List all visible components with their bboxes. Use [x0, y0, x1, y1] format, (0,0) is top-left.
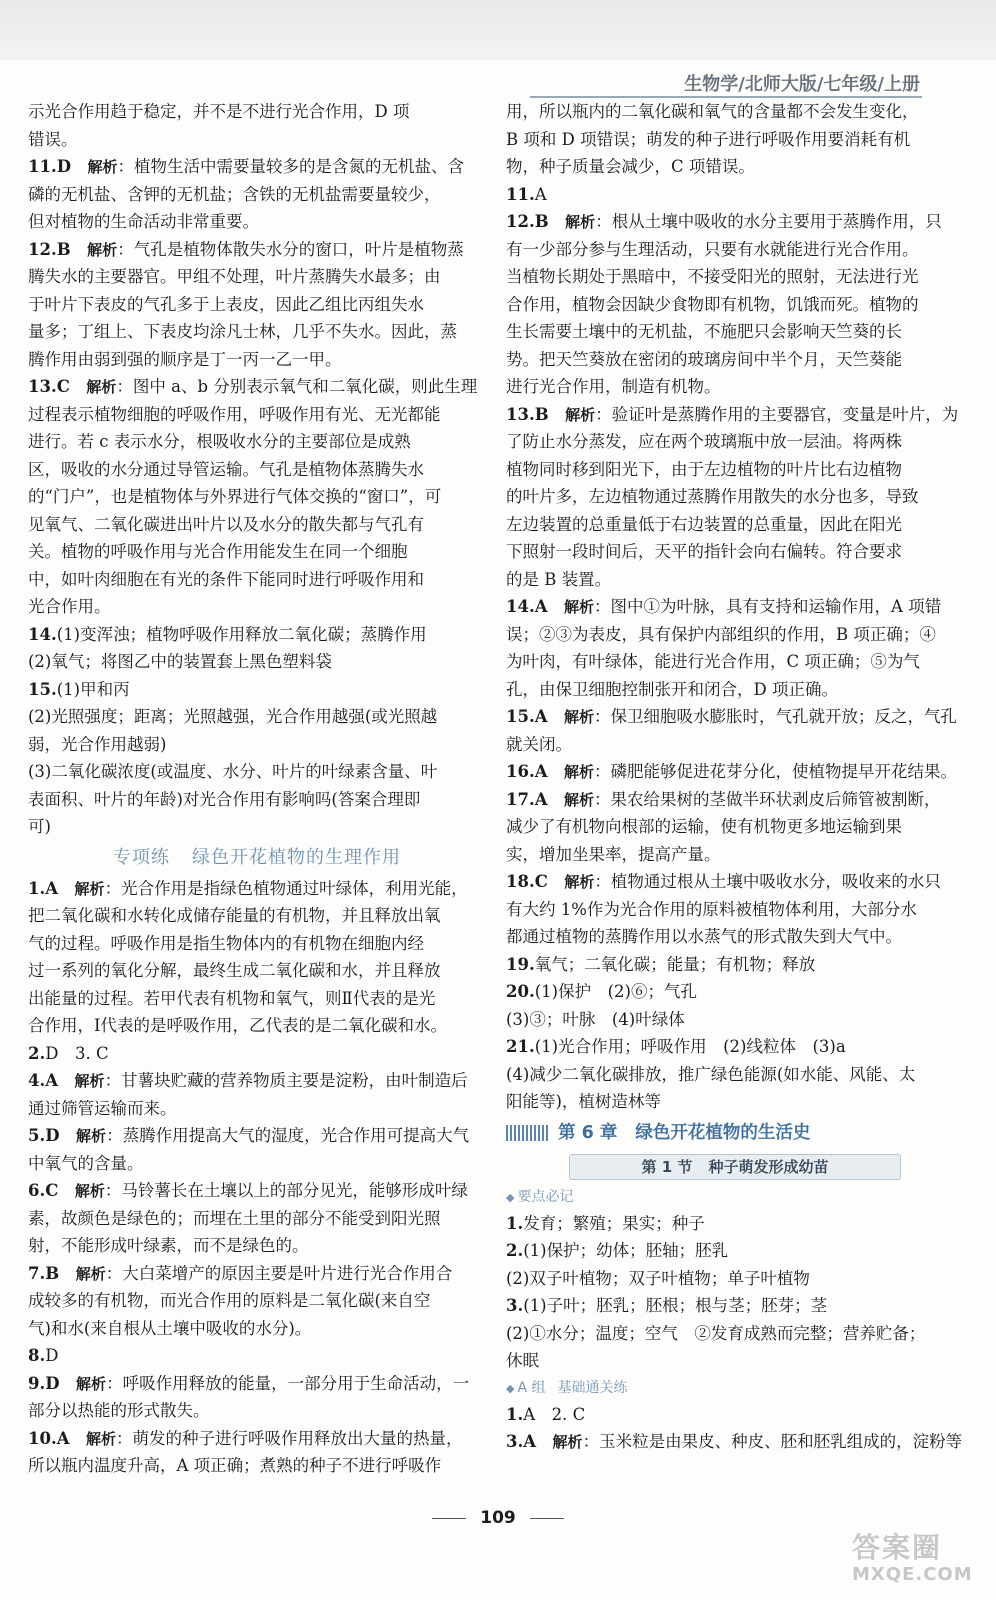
- line-text: (2)①水分；温度；空气 ②发育成熟而完整；营养贮备；: [506, 1323, 926, 1343]
- question-number: 9.: [28, 1373, 46, 1393]
- running-header: 生物学/北师大版/七年级/上册: [684, 74, 920, 95]
- line-text: (1)子叶；胚乳；胚根；根与茎；胚芽；茎: [523, 1296, 828, 1315]
- line-text: 中，如叶肉细胞在有光的条件下能同时进行呼吸作用和: [28, 569, 424, 589]
- text-line: [506, 1088, 964, 1116]
- answer-line: [506, 1401, 964, 1429]
- text-line: [506, 511, 964, 539]
- line-text: 光合作用。: [28, 597, 111, 616]
- top-shadow-band: [0, 0, 996, 60]
- answer-letter: A: [56, 1428, 87, 1448]
- line-text: (1)保护；幼体；胚轴；胚乳: [523, 1241, 729, 1260]
- question-number: 8.: [28, 1346, 46, 1365]
- analysis-label: 解析: [86, 1429, 117, 1448]
- line-text: 阳能等)，植树造林等: [506, 1092, 661, 1111]
- line-text: 腾失水的主要器官。甲组不处理，叶片蒸腾失水最多；由: [28, 267, 441, 286]
- line-text: 表面积、叶片的年龄)对光合作用有影响吗(答案合理即: [28, 789, 421, 809]
- line-text: 过一系列的氧化分解，最终生成二氧化碳和水，并且释放: [28, 961, 441, 980]
- answer-line: [506, 401, 964, 429]
- answer-line: [28, 1370, 486, 1398]
- line-text: ：保卫细胞吸水膨胀时，气孔就开放；反之，气孔: [594, 707, 958, 726]
- line-text: (2)氧气；将图乙中的装置套上黑色塑料袋: [28, 652, 332, 671]
- text-line: [506, 153, 964, 181]
- text-line: [28, 98, 486, 126]
- line-text: ：气孔是植物体散失水分的窗口，叶片是植物蒸: [117, 239, 464, 259]
- line-text: ：光合作用是指绿色植物通过叶绿体，利用光能，: [104, 878, 468, 898]
- line-text: 部分以热能的形式散失。: [28, 1401, 210, 1420]
- subsection-heading: [506, 1375, 964, 1401]
- answer-letter: A: [523, 1432, 553, 1451]
- question-number: 11.: [506, 184, 535, 204]
- answer-line: [28, 1260, 486, 1288]
- line-text: 关。植物的呼吸作用与光合作用能发生在同一个细胞: [28, 542, 408, 561]
- question-number: 7.: [28, 1263, 46, 1283]
- answer-line: [506, 758, 964, 786]
- answer-line: [506, 181, 964, 209]
- line-text: 植物同时移到阳光下，由于左边植物的叶片比右边植物: [506, 459, 902, 479]
- line-text: 气)和水(来自根从土壤中吸收的水分)。: [28, 1318, 312, 1338]
- text-line: [506, 483, 964, 511]
- text-line: [28, 786, 486, 814]
- line-text: 中氧气的含量。: [28, 1153, 144, 1173]
- line-text: (2)光照强度；距离；光照越强，光合作用越强(或光照越: [28, 707, 438, 726]
- text-line: [28, 483, 486, 511]
- line-text: 射，不能形成叶绿素，而不是绿色的。: [28, 1236, 309, 1255]
- analysis-label: 解析: [74, 1182, 105, 1200]
- line-text: ：图中 a、b 分别表示氧气和二氧化碳，则此生理: [116, 377, 478, 396]
- text-line: [506, 1347, 964, 1375]
- subsection-label: A 组: [517, 1379, 546, 1396]
- question-number: 15.: [506, 707, 535, 726]
- line-text: 氧气；二氧化碳；能量；有机物；释放: [534, 954, 816, 974]
- line-text: ：玉米粒是由果皮、种皮、胚和胚乳组成的，淀粉等: [582, 1432, 963, 1451]
- question-number: 1.: [28, 878, 46, 898]
- line-text: ：植物通过根从土壤中吸收水分，吸收来的水只: [594, 872, 941, 891]
- answer-letter: C: [534, 872, 565, 891]
- line-text: ：蒸腾作用提高大气的湿度，光合作用可提高大气: [106, 1126, 470, 1145]
- answer-line: [28, 1425, 486, 1453]
- text-line: [28, 1452, 486, 1480]
- answer-line: [506, 593, 964, 621]
- watermark: [852, 1526, 988, 1596]
- line-text: B 项和 D 项错误；萌发的种子进行呼吸作用要消耗有机: [506, 129, 911, 149]
- text-line: [506, 538, 964, 566]
- line-text: 都通过植物的蒸腾作用以水蒸气的形式散失到大气中。: [506, 927, 902, 946]
- section-title: 绿色开花植物的生理作用: [192, 846, 401, 868]
- line-text: D: [45, 1346, 59, 1365]
- answer-letter: B: [45, 1263, 76, 1283]
- text-line: [506, 456, 964, 484]
- analysis-label: 解析: [564, 790, 595, 809]
- line-text: A 2. C: [523, 1404, 586, 1424]
- text-line: [28, 1150, 486, 1178]
- question-number: 2.: [506, 1241, 524, 1260]
- analysis-label: 解析: [564, 873, 595, 891]
- answer-letter: B: [56, 239, 88, 259]
- text-line: [28, 291, 486, 319]
- text-line: [506, 1320, 964, 1348]
- line-text: 误；②③为表皮，具有保护内部组织的作用，B 项正确；④: [506, 624, 936, 644]
- answer-line: [28, 875, 486, 903]
- line-text: 腾作用由弱到强的顺序是丁一丙一乙一甲。: [28, 349, 342, 369]
- line-text: ：果农给果树的茎做半环状剥皮后筛管被割断，: [594, 789, 941, 809]
- diamond-icon: ◆: [506, 1381, 515, 1395]
- text-line: [28, 758, 486, 786]
- answer-letter: B: [534, 212, 566, 231]
- text-line: [28, 346, 486, 374]
- line-text: 把二氧化碳和水转化成储存能量的有机物，并且释放出氧: [28, 906, 441, 925]
- analysis-label: 解析: [564, 708, 595, 726]
- line-text: 用，所以瓶内的二氧化碳和氧气的含量都不会发生变化，: [506, 102, 919, 121]
- line-text: 示光合作用趋于稳定，并不是不进行光合作用，D 项: [28, 102, 410, 121]
- text-line: [28, 1287, 486, 1315]
- line-text: ：大白菜增产的原因主要是叶片进行光合作用合: [105, 1263, 453, 1283]
- text-line: [506, 1265, 964, 1293]
- text-line: [28, 263, 486, 291]
- text-line: [28, 648, 486, 676]
- question-number: 2.: [28, 1043, 46, 1063]
- question-number: 10.: [28, 1428, 57, 1448]
- answer-line: [506, 1033, 964, 1061]
- analysis-label: 解析: [565, 405, 596, 424]
- question-number: 14.: [506, 597, 535, 616]
- line-text: 有大约 1%作为光合作用的原料被植物体利用，大部分水: [506, 899, 917, 919]
- answer-letter: C: [45, 1181, 75, 1200]
- page-number-text: 109: [480, 1508, 516, 1528]
- subsection-label: 要点必记: [517, 1188, 574, 1205]
- text-line: [28, 731, 486, 759]
- line-text: ：根从土壤中吸收的水分主要用于蒸腾作用，只: [595, 212, 942, 231]
- line-text: 素，故颜色是绿色的；而埋在土里的部分不能受到阳光照: [28, 1208, 441, 1228]
- question-number: 1.: [506, 1213, 524, 1233]
- line-text: (4)减少二氧化碳排放，推广绿色能源(如水能、风能、太: [506, 1064, 916, 1084]
- text-line: [506, 236, 964, 264]
- line-text: (1)光合作用；呼吸作用 (2)线粒体 (3)a: [534, 1037, 846, 1056]
- text-line: [28, 1232, 486, 1260]
- line-text: 区，吸收的水分通过导管运输。气孔是植物体蒸腾失水: [28, 459, 424, 479]
- line-text: ：马铃薯长在土壤以上的部分见光，能够形成叶绿: [104, 1181, 468, 1200]
- line-text: 量多；丁组上、下表皮均涂凡士林，几乎不失水。因此，蒸: [28, 322, 457, 341]
- line-text: 错误。: [28, 129, 78, 149]
- question-number: 11.: [28, 157, 57, 176]
- line-text: 孔，由保卫细胞控制张开和闭合，D 项正确。: [506, 679, 838, 699]
- answer-letter: A: [45, 878, 75, 898]
- lesson-heading: [506, 1150, 964, 1184]
- question-number: 13.: [506, 404, 535, 424]
- analysis-label: 解析: [86, 378, 117, 396]
- line-text: 了防止水分蒸发，应在两个玻璃瓶中放一层油。将两株: [506, 432, 902, 451]
- question-number: 1.: [506, 1404, 524, 1424]
- answer-line: [28, 373, 486, 401]
- text-line: [28, 428, 486, 456]
- text-line: [28, 1205, 486, 1233]
- line-text: ：甘薯块贮藏的营养物质主要是淀粉，由叶制造后: [104, 1071, 468, 1090]
- line-text: 休眠: [506, 1351, 539, 1370]
- line-text: 可): [28, 817, 51, 836]
- answer-letter: A: [534, 597, 565, 616]
- text-line: [28, 538, 486, 566]
- line-text: 生长需要土壤中的无机盐，不施肥只会影响天竺葵的长: [506, 322, 902, 341]
- page-number: [0, 1508, 996, 1528]
- question-number: 17.: [506, 789, 535, 809]
- text-line: [28, 593, 486, 621]
- answer-line: [506, 786, 964, 814]
- page-number-dash-right: [530, 1518, 564, 1519]
- analysis-label: 解析: [76, 1374, 107, 1393]
- subsection-title: 基础通关练: [557, 1379, 628, 1396]
- question-number: 14.: [28, 624, 57, 644]
- text-line: [506, 566, 964, 594]
- line-text: ：图中①为叶脉，具有支持和运输作用，A 项错: [594, 597, 942, 616]
- text-line: [506, 428, 964, 456]
- text-line: [28, 566, 486, 594]
- left-column: [28, 98, 486, 1480]
- answer-line: [28, 1342, 486, 1370]
- text-line: [506, 648, 964, 676]
- answer-line: [506, 868, 964, 896]
- answer-line: [28, 236, 486, 264]
- answer-letter: C: [56, 377, 87, 396]
- answer-letter: B: [534, 404, 566, 424]
- line-text: 气的过程。呼吸作用是指生物体内的有机物在细胞内经: [28, 933, 424, 953]
- answer-line: [506, 1428, 964, 1456]
- question-number: 12.: [506, 212, 535, 231]
- line-text: 发育；繁殖；果实；种子: [523, 1213, 705, 1233]
- answer-letter: D: [45, 1126, 77, 1145]
- answer-line: [28, 1177, 486, 1205]
- text-line: [28, 813, 486, 841]
- answer-letter: A: [534, 707, 565, 726]
- line-text: 左边装置的总重量低于右边装置的总重量，因此在阳光: [506, 514, 902, 534]
- chapter-label: 第 6 章: [558, 1122, 618, 1143]
- line-text: 的叶片多，左边植物通过蒸腾作用散失的水分也多，导致: [506, 487, 919, 506]
- text-line: [506, 1061, 964, 1089]
- line-text: 通过筛管运输而来。: [28, 1098, 177, 1118]
- analysis-label: 解析: [76, 1127, 107, 1145]
- text-line: [28, 1397, 486, 1425]
- answer-line: [506, 951, 964, 979]
- line-text: 物，种子质量会减少，C 项错误。: [506, 157, 755, 176]
- text-line: [28, 957, 486, 985]
- answer-letter: A: [534, 789, 565, 809]
- line-text: ：验证叶是蒸腾作用的主要器官，变量是叶片，为: [595, 404, 959, 424]
- text-line: [28, 902, 486, 930]
- answer-line: [28, 676, 486, 704]
- line-text: 弱，光合作用越弱): [28, 734, 167, 754]
- text-line: [506, 318, 964, 346]
- question-number: 12.: [28, 239, 57, 259]
- text-line: [28, 401, 486, 429]
- text-line: [506, 813, 964, 841]
- line-text: ：呼吸作用释放的能量，一部分用于生命活动，一: [106, 1373, 470, 1393]
- line-text: 见氧气、二氧化碳进出叶片以及水分的散失都与气孔有: [28, 514, 424, 534]
- text-line: [28, 318, 486, 346]
- right-column: [506, 98, 964, 1456]
- text-line: [28, 1012, 486, 1040]
- text-line: [506, 291, 964, 319]
- stripes-icon: [506, 1125, 550, 1141]
- text-line: [28, 985, 486, 1013]
- line-text: 的“门户”，也是植物体与外界进行气体交换的“窗口”，可: [28, 487, 442, 506]
- line-text: 势。把天竺葵放在密闭的玻璃房间中半个月，天竺葵能: [506, 349, 902, 369]
- text-line: [506, 731, 964, 759]
- answer-letter: A: [45, 1071, 75, 1090]
- analysis-label: 解析: [552, 1433, 583, 1451]
- line-text: 所以瓶内温度升高，A 项正确；煮熟的种子不进行呼吸作: [28, 1456, 442, 1475]
- question-number: 18.: [506, 872, 535, 891]
- question-number: 3.: [506, 1296, 524, 1315]
- answer-line: [28, 153, 486, 181]
- line-text: (1)甲和丙: [56, 679, 130, 699]
- answer-line: [28, 1122, 486, 1150]
- subsection-heading: [506, 1184, 964, 1210]
- question-number: 20.: [506, 982, 535, 1001]
- line-text: ：磷肥能够促进花芽分化，使植物提早开花结果。: [594, 762, 958, 781]
- answer-line: [506, 1210, 964, 1238]
- text-line: [506, 98, 964, 126]
- watermark-url: MXQE.COM: [852, 1564, 973, 1585]
- page-number-dash-left: [432, 1518, 466, 1519]
- answer-line: [506, 1237, 964, 1265]
- lesson-label: 第 1 节: [641, 1157, 693, 1176]
- question-number: 15.: [28, 679, 57, 699]
- text-line: [28, 456, 486, 484]
- section-label: 专项练: [113, 846, 170, 868]
- text-line: [506, 373, 964, 401]
- answer-line: [28, 621, 486, 649]
- line-text: 进行。若 c 表示水分，根吸收水分的主要部位是成熟: [28, 432, 411, 451]
- answer-letter: D: [56, 157, 88, 176]
- text-line: [506, 126, 964, 154]
- line-text: (3)二氧化碳浓度(或温度、水分、叶片的叶绿素含量、叶: [28, 762, 438, 781]
- answer-letter: A: [534, 762, 565, 781]
- analysis-label: 解析: [87, 158, 118, 176]
- line-text: 的是 B 装置。: [506, 569, 612, 589]
- line-text: ：植物生活中需要量较多的是含氮的无机盐、含: [117, 157, 465, 176]
- section-heading: [28, 841, 486, 875]
- line-text: 但对植物的生命活动非常重要。: [28, 212, 259, 231]
- question-number: 16.: [506, 762, 535, 781]
- answer-line: [506, 703, 964, 731]
- answer-line: [28, 1067, 486, 1095]
- analysis-label: 解析: [87, 240, 118, 259]
- line-text: 磷的无机盐、含钾的无机盐；含铁的无机盐需要量较少，: [28, 184, 441, 204]
- text-line: [506, 896, 964, 924]
- line-text: (2)双子叶植物；双子叶植物；单子叶植物: [506, 1268, 810, 1288]
- question-number: 5.: [28, 1126, 46, 1145]
- line-text: 实，增加坐果率，提高产量。: [506, 844, 721, 864]
- text-line: [28, 181, 486, 209]
- line-text: 就关闭。: [506, 734, 572, 754]
- text-line: [28, 511, 486, 539]
- analysis-label: 解析: [74, 1072, 105, 1090]
- line-text: 合作用，植物会因缺少食物即有机物，饥饿而死。植物的: [506, 294, 919, 314]
- analysis-label: 解析: [564, 763, 595, 781]
- text-line: [28, 208, 486, 236]
- answer-letter: D: [45, 1373, 77, 1393]
- line-text: (1)变浑浊；植物呼吸作用释放二氧化碳；蒸腾作用: [56, 624, 427, 644]
- chapter-title: 绿色开花植物的生活史: [635, 1122, 811, 1143]
- text-line: [28, 126, 486, 154]
- line-text: (3)③；叶脉 (4)叶绿体: [506, 1009, 685, 1029]
- line-text: 过程表示植物细胞的呼吸作用，呼吸作用有光、无光都能: [28, 404, 441, 424]
- analysis-label: 解析: [565, 213, 596, 231]
- question-number: 6.: [28, 1181, 46, 1200]
- lesson-title: 种子萌发形成幼苗: [708, 1157, 829, 1176]
- text-line: [506, 676, 964, 704]
- chapter-heading: [506, 1116, 964, 1150]
- answer-line: [506, 208, 964, 236]
- question-number: 3.: [506, 1432, 524, 1451]
- text-line: [28, 930, 486, 958]
- text-line: [506, 263, 964, 291]
- line-text: (1)保护 (2)⑥；气孔: [534, 982, 697, 1001]
- line-text: ：萌发的种子进行呼吸作用释放出大量的热量，: [116, 1428, 463, 1448]
- answer-line: [28, 1040, 486, 1068]
- text-line: [28, 1095, 486, 1123]
- line-text: 当植物长期处于黑暗中，不接受阳光的照射，无法进行光: [506, 267, 919, 286]
- line-text: 进行光合作用，制造有机物。: [506, 377, 721, 396]
- answer-line: [506, 978, 964, 1006]
- analysis-label: 解析: [74, 879, 105, 898]
- line-text: 下照射一段时间后，天平的指针会向右偏转。符合要求: [506, 542, 902, 561]
- lesson-banner: [569, 1154, 901, 1180]
- question-number: 19.: [506, 954, 535, 974]
- text-line: [28, 1315, 486, 1343]
- answer-line: [506, 1292, 964, 1320]
- line-text: D 3. C: [45, 1043, 109, 1063]
- text-line: [506, 923, 964, 951]
- line-text: 于叶片下表皮的气孔多于上表皮，因此乙组比丙组失水: [28, 294, 424, 314]
- line-text: 为叶肉，有叶绿体，能进行光合作用，C 项正确；⑤为气: [506, 652, 920, 671]
- text-line: [506, 1006, 964, 1034]
- question-number: 21.: [506, 1037, 535, 1056]
- line-text: 成较多的有机物，而光合作用的原料是二氧化碳(来自空: [28, 1291, 431, 1310]
- line-text: 有一少部分参与生理活动，只要有水就能进行光合作用。: [506, 239, 919, 259]
- question-number: 13.: [28, 377, 57, 396]
- diamond-icon: ◆: [506, 1190, 515, 1204]
- line-text: 合作用，Ⅰ代表的是呼吸作用，乙代表的是二氧化碳和水。: [28, 1016, 448, 1035]
- watermark-logo-text: 答案圈: [852, 1531, 943, 1564]
- text-line: [506, 621, 964, 649]
- question-number: 4.: [28, 1071, 46, 1090]
- text-line: [506, 841, 964, 869]
- text-line: [506, 346, 964, 374]
- analysis-label: 解析: [564, 598, 595, 616]
- line-text: 出能量的过程。若甲代表有机物和氧气，则Ⅱ代表的是光: [28, 988, 436, 1008]
- analysis-label: 解析: [75, 1264, 106, 1283]
- line-text: A: [534, 184, 547, 204]
- text-line: [28, 703, 486, 731]
- line-text: 减少了有机物向根部的运输，使有机物更多地运输到果: [506, 817, 902, 836]
